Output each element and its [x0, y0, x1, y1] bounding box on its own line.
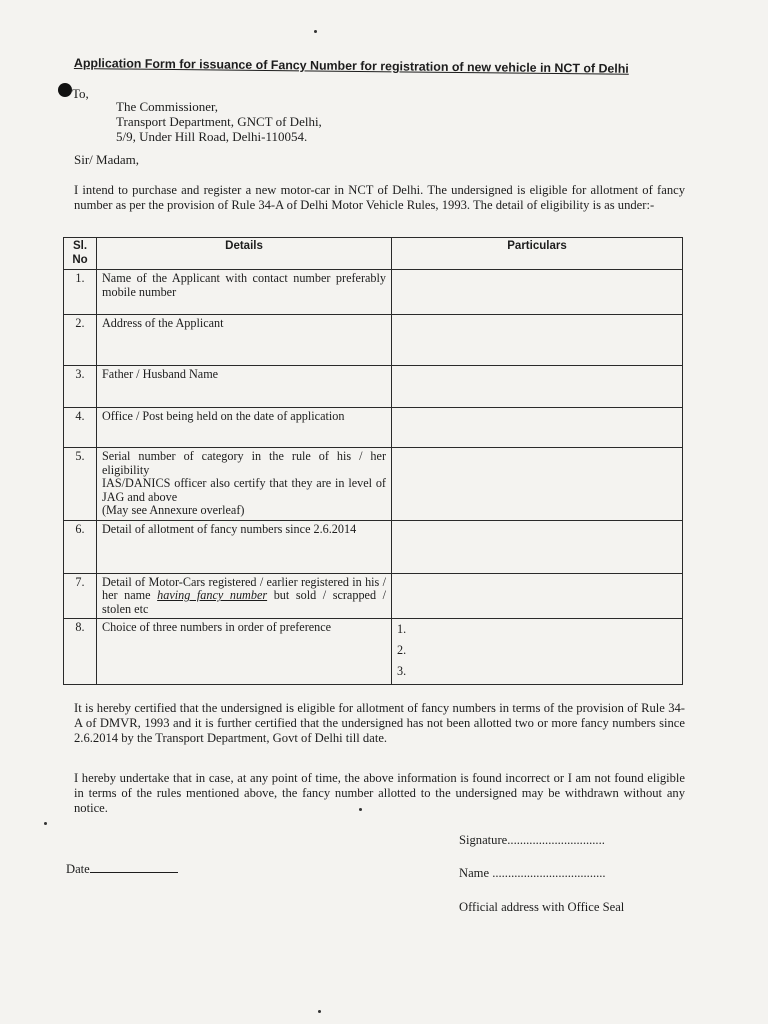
undertaking-paragraph: I hereby undertake that in case, at any point of time, the above information is found incorrect or I am not found eligible in terms of the rules mentioned above, the fancy number allotted to the undersigned may be withdrawn without any notice. — [74, 771, 685, 815]
row-details — [97, 448, 392, 521]
row-number: 1. — [64, 270, 97, 315]
punch-hole-mark — [58, 83, 72, 97]
row-details: Name of the Applicant with contact number preferably mobile number — [97, 270, 392, 315]
row-details-line-2: IAS/DANICS officer also certify that they are in level of JAG and above — [102, 476, 386, 504]
signature-line: Signature............................... — [459, 833, 605, 847]
header-sl-no: Sl. No — [64, 238, 97, 270]
annexure-note: (May see Annexure overleaf) — [102, 503, 245, 517]
table-row — [64, 573, 683, 619]
to-label: To, — [72, 86, 89, 101]
address-line-3: 5/9, Under Hill Road, Delhi-110054. — [116, 129, 308, 144]
official-address-label: Official address with Office Seal — [459, 900, 625, 914]
salutation: Sir/ Madam, — [74, 152, 139, 167]
row-number: 7. — [64, 573, 97, 619]
header-details: Details — [97, 238, 392, 270]
table-row — [64, 408, 683, 448]
particulars-cell[interactable] — [392, 270, 683, 315]
particulars-cell[interactable] — [392, 573, 683, 619]
row-number: 5. — [64, 448, 97, 521]
choice-3: 3. — [397, 664, 407, 678]
date-field — [66, 862, 178, 877]
row-details: Office / Post being held on the date of application — [97, 408, 392, 448]
table-row — [64, 315, 683, 366]
table-row — [64, 448, 683, 521]
particulars-cell[interactable] — [392, 366, 683, 408]
row-number: 8. — [64, 619, 97, 685]
name-line: Name .................................... — [459, 866, 606, 880]
row-details-line-1: Serial number of category in the rule of his / her eligibility — [102, 449, 386, 477]
row-details: Address of the Applicant — [97, 315, 392, 366]
table-row — [64, 520, 683, 573]
row-details: Detail of allotment of fancy numbers since 2.6.2014 — [97, 520, 392, 573]
row-number: 6. — [64, 520, 97, 573]
eligibility-table — [63, 237, 683, 685]
scan-speck — [314, 30, 317, 33]
form-title: Application Form for issuance of Fancy Number for registration of new vehicle in NCT of Delhi — [73, 56, 629, 76]
intro-paragraph: I intend to purchase and register a new motor-car in NCT of Delhi. The undersigned is eligible for allotment of fancy number as per the provision of Rule 34-A of Delhi Motor Vehicle Rules, 1993. The detail of eligibility is as under:- — [74, 183, 685, 212]
scan-speck — [318, 1010, 321, 1013]
row-details-tail: but sold / scrapped / stolen etc — [102, 588, 387, 616]
choice-1: 1. — [397, 622, 407, 636]
scan-speck — [44, 822, 47, 825]
table-row — [64, 270, 683, 315]
row-details-emphasis: having fancy number — [157, 588, 268, 602]
certification-paragraph: It is hereby certified that the undersigned is eligible for allotment of fancy numbers in terms of the provision of Rule 34-A of DMVR, 1993 and it is further certified that the undersigned has not been allotted two or more fancy numbers since 2.6.2014 by the Transport Department, Govt of Delhi till date. — [74, 701, 685, 745]
particulars-cell[interactable] — [392, 408, 683, 448]
address-line-1: The Commissioner, — [116, 99, 219, 114]
header-particulars: Particulars — [392, 238, 683, 270]
scan-speck — [359, 808, 362, 811]
choices-cell[interactable] — [392, 619, 683, 685]
row-details: Father / Husband Name — [97, 366, 392, 408]
row-number: 2. — [64, 315, 97, 366]
particulars-cell[interactable] — [392, 315, 683, 366]
row-details-text: Detail of Motor-Cars registered / earlier registered in his / her name — [102, 574, 386, 602]
row-number: 3. — [64, 366, 97, 408]
row-details: Choice of three numbers in order of preference — [97, 619, 392, 685]
date-label: Date — [66, 862, 90, 876]
particulars-cell[interactable] — [392, 520, 683, 573]
particulars-cell[interactable] — [392, 448, 683, 521]
row-number: 4. — [64, 408, 97, 448]
row-details — [97, 573, 392, 619]
address-line-2: Transport Department, GNCT of Delhi, — [116, 114, 322, 129]
date-blank-line[interactable] — [90, 872, 178, 873]
table-row — [64, 366, 683, 408]
choice-2: 2. — [397, 643, 407, 657]
table-row — [64, 619, 683, 685]
